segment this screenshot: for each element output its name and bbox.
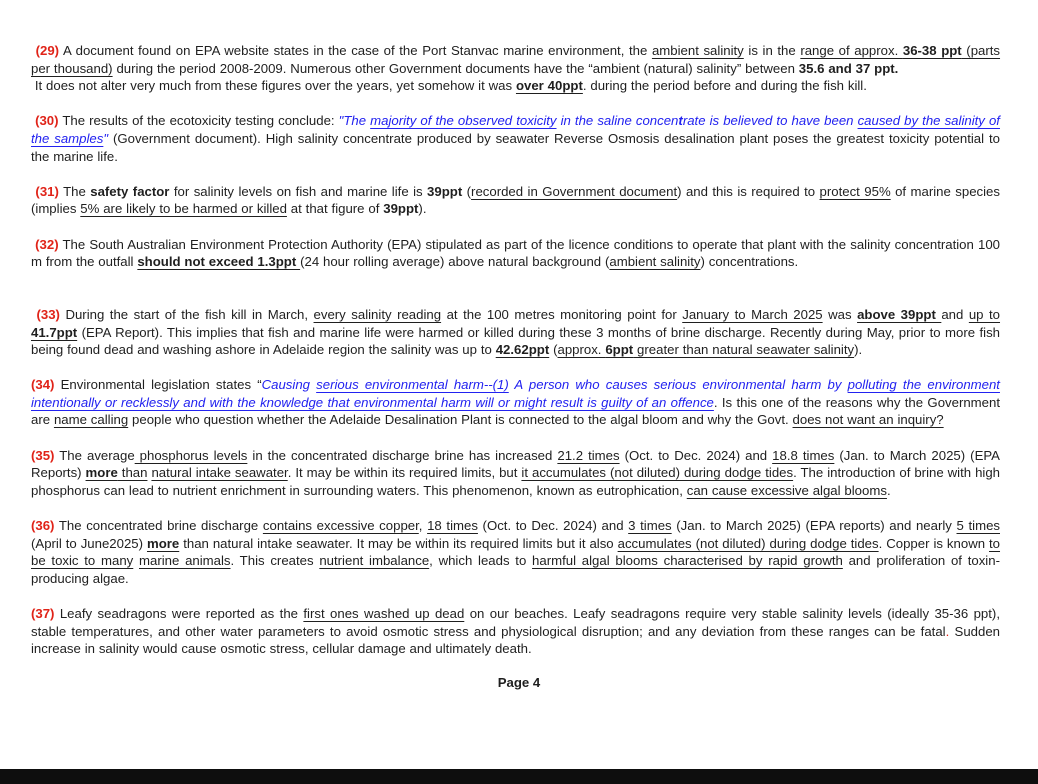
text-run: nutrient imbalance bbox=[319, 553, 430, 569]
text-run: of marine species (implies bbox=[31, 183, 1000, 217]
text-run: 42.62ppt bbox=[495, 342, 550, 358]
text-run: more bbox=[85, 465, 118, 481]
paragraph-marker: (35) bbox=[31, 447, 55, 463]
text-run: . bbox=[886, 482, 891, 498]
paragraph-36 bbox=[31, 517, 1000, 587]
text-run: ambient salinity bbox=[609, 254, 701, 270]
paragraph-29 bbox=[31, 42, 1000, 95]
text-run: Causing bbox=[261, 377, 317, 393]
empty-line bbox=[31, 288, 1000, 306]
paragraph-30 bbox=[31, 112, 1000, 165]
text-run: . during the period before and during the fish kill. bbox=[582, 78, 867, 94]
text-run: , bbox=[418, 518, 428, 534]
text-run: caused by the salinity of the samples bbox=[31, 113, 1000, 146]
text-run: 18.8 times bbox=[772, 447, 835, 463]
text-run: 39ppt bbox=[427, 183, 463, 199]
text-run: protect 95% bbox=[819, 183, 891, 199]
paragraph-marker: (30) bbox=[31, 113, 59, 129]
text-run: ). bbox=[854, 342, 863, 358]
empty-line bbox=[31, 359, 1000, 377]
text-run: (April to June2025) bbox=[31, 535, 147, 551]
text-run: more bbox=[146, 535, 180, 551]
text-run: . This creates bbox=[230, 553, 320, 569]
text-run: The South Australian Environment Protection Authority (EPA) stipulated as part of the licence conditions to operate that plant with the salinity concentration 100 m from the outfall bbox=[31, 236, 1000, 270]
paragraph-marker: (29) bbox=[31, 43, 60, 58]
text-run: at that figure of bbox=[286, 201, 384, 217]
text-run: 39ppt bbox=[383, 201, 419, 217]
paragraph-34 bbox=[31, 376, 1000, 429]
paragraph-marker: (37) bbox=[31, 606, 55, 621]
text-run: ) and this is required to bbox=[677, 183, 820, 199]
paragraph-32 bbox=[31, 236, 1000, 271]
text-run: Environmental legislation states “ bbox=[54, 377, 262, 393]
text-run: in the saline concen bbox=[556, 113, 679, 129]
text-run: for salinity levels on fish and marine life is bbox=[169, 183, 428, 199]
window-bottom-bar bbox=[0, 769, 1038, 784]
text-run: 3 times bbox=[628, 518, 672, 534]
paragraph-marker: (31) bbox=[31, 183, 59, 199]
text-run: range of approx. bbox=[800, 43, 903, 58]
empty-line bbox=[31, 499, 1000, 517]
text-run: ambient salinity bbox=[651, 43, 744, 58]
text-run: safety factor bbox=[90, 183, 170, 199]
empty-line bbox=[31, 165, 1000, 183]
text-run: phosphorus levels bbox=[134, 447, 248, 463]
text-run: does not want an inquiry? bbox=[792, 412, 944, 428]
text-run: It does not alter very much from these figures over the years, yet somehow it was bbox=[31, 78, 516, 94]
text-run: harmful algal blooms characterised by rapid growth bbox=[532, 553, 843, 569]
text-run: first ones washed up dead bbox=[303, 606, 465, 621]
text-run: rate is believed to have been bbox=[682, 113, 858, 129]
text-run: (EPA Report). This implies that fish and marine life were harmed or killed during these 3 months of brine discharge. Recently during May, prior to more fish being found dead and washing ashore in Adelaide region the salinity was up to bbox=[31, 324, 1000, 358]
text-run: approx. bbox=[557, 342, 606, 358]
text-run: (Jan. to March 2025) (EPA reports) and nearly bbox=[671, 518, 957, 534]
text-run: A person who causes serious environmental harm by bbox=[508, 377, 848, 393]
text-run: contains excessive copper bbox=[262, 518, 419, 534]
text-run: . The introduction of brine with high phosphorus can lead to nutrient enrichment in surrounding waters. This phenomenon, known as eutrophication, bbox=[31, 465, 1001, 498]
text-run: in the concentrated discharge brine has increased bbox=[247, 447, 558, 463]
empty-line bbox=[31, 218, 1000, 236]
text-run: can cause excessive algal blooms bbox=[686, 482, 887, 498]
text-run: marine animals bbox=[139, 553, 231, 569]
text-run: . bbox=[945, 623, 950, 639]
text-run: . Copper is known bbox=[878, 535, 990, 551]
text-run: The concentrated brine discharge bbox=[54, 518, 263, 534]
text-run: Sudden increase in salinity would cause osmotic stress, cellular damage and ultimately death. bbox=[31, 623, 1000, 657]
text-run: The results of the ecotoxicity testing conclude: bbox=[58, 113, 339, 129]
text-run: ) concentrations. bbox=[700, 254, 799, 270]
text-run: recorded in Government document bbox=[471, 183, 678, 199]
text-run: ). bbox=[418, 201, 427, 217]
text-run: on our beaches. Leafy seadragons require very stable salinity levels (ideally 35-36 ppt), stable temperatures, and other water parameters to avoid osmotic stress and physiological disruption; and any deviation from these ranges can be fatal bbox=[31, 606, 1000, 639]
text-run: polluting the environment intentionally or recklessly and with the knowledge that environmental harm will or might result is guilty of an offence bbox=[31, 377, 1000, 410]
paragraph-marker: (34) bbox=[31, 377, 55, 393]
text-run: 21.2 times bbox=[557, 447, 620, 463]
text-run: (Jan. to March 2025) (EPA Reports) bbox=[31, 447, 1000, 481]
text-run: During the start of the fish kill in March, bbox=[59, 306, 314, 322]
text-run: and bbox=[941, 306, 969, 322]
text-run: . Is this one of the reasons why the Government are bbox=[31, 394, 1000, 428]
text-run: and proliferation of toxin-producing algae. bbox=[31, 553, 1000, 586]
text-run: 5 times bbox=[956, 518, 1000, 534]
text-run: greater than natural seawater salinity bbox=[633, 342, 855, 358]
text-run: ( bbox=[462, 183, 472, 199]
text-run: , which leads to bbox=[429, 553, 533, 569]
text-run: 18 times bbox=[427, 518, 478, 534]
text-run: (Oct. to Dec. 2024) and bbox=[477, 518, 629, 534]
text-run: people who question whether the Adelaide Desalination Plant is connected to the algal bloom and why the Govt. bbox=[128, 412, 793, 428]
paragraph-marker: (32) bbox=[31, 236, 59, 252]
text-run: 36-38 ppt bbox=[902, 43, 962, 58]
page-number-footer: Page 4 bbox=[497, 674, 541, 690]
text-run: (Government document). High salinity concentrate produced by seawater Reverse Osmosis desalination plant poses the greatest toxicity potential to the marine life. bbox=[31, 130, 1000, 164]
text-run: 6ppt bbox=[605, 342, 634, 358]
text-run: serious environmental harm--(1) bbox=[316, 377, 509, 393]
text-run: (parts per thousand) bbox=[31, 43, 1001, 76]
empty-line bbox=[31, 95, 1000, 113]
text-run: every salinity reading bbox=[313, 306, 442, 322]
text-run: up to bbox=[968, 306, 1001, 322]
paragraph-marker: (36) bbox=[31, 518, 55, 534]
text-run: . It may be within its required limits, but bbox=[287, 465, 522, 481]
text-run: during the period 2008-2009. Numerous other Government documents have the “ambient (natural) salinity” between bbox=[112, 60, 799, 76]
text-run: accumulates (not diluted) during dodge tides bbox=[617, 535, 879, 551]
text-run: above 39ppt bbox=[857, 306, 942, 322]
text-run: The bbox=[58, 183, 91, 199]
text-run: Leafy seadragons were reported as the bbox=[54, 606, 304, 621]
text-run: "The bbox=[338, 113, 371, 129]
paragraph-35 bbox=[31, 447, 1000, 500]
text-run: it accumulates (not diluted) during dodge tides bbox=[521, 465, 794, 481]
text-run: than bbox=[117, 465, 148, 481]
text-run: " bbox=[103, 130, 109, 146]
text-run: 35.6 and 37 ppt. bbox=[798, 60, 899, 76]
text-run: t bbox=[678, 113, 683, 129]
text-run: than natural intake seawater. It may be within its required limits but it also bbox=[179, 535, 618, 551]
text-run: January to March 2025 bbox=[682, 306, 823, 322]
text-run: A document found on EPA website states in the case of the Port Stanvac marine environment, the bbox=[59, 43, 652, 58]
text-run: (Oct. to Dec. 2024) and bbox=[619, 447, 773, 463]
text-run: majority of the observed toxicity bbox=[370, 113, 557, 129]
paragraph-37 bbox=[31, 605, 1000, 658]
text-run: ( bbox=[549, 342, 558, 358]
text-run: 41.7ppt bbox=[31, 324, 78, 340]
text-run: should not exceed 1.3ppt bbox=[137, 254, 301, 270]
text-run: name calling bbox=[53, 412, 129, 428]
text-run: over 40ppt bbox=[515, 78, 583, 94]
text-run: at the 100 metres monitoring point for bbox=[441, 306, 683, 322]
text-run: to be toxic to many bbox=[31, 535, 1001, 569]
text-run: The average bbox=[54, 447, 135, 463]
text-run: 5% are likely to be harmed or killed bbox=[80, 201, 287, 217]
empty-line bbox=[31, 271, 1000, 289]
text-run: was bbox=[822, 306, 858, 322]
empty-line bbox=[31, 429, 1000, 447]
paragraph-33 bbox=[31, 306, 1000, 359]
text-run: is in the bbox=[743, 43, 801, 58]
paragraph-31 bbox=[31, 183, 1000, 218]
text-run: natural intake seawater bbox=[151, 465, 288, 481]
text-run: (24 hour rolling average) above natural background ( bbox=[300, 254, 610, 270]
empty-line bbox=[31, 587, 1000, 605]
paragraph-marker: (33) bbox=[31, 306, 60, 322]
